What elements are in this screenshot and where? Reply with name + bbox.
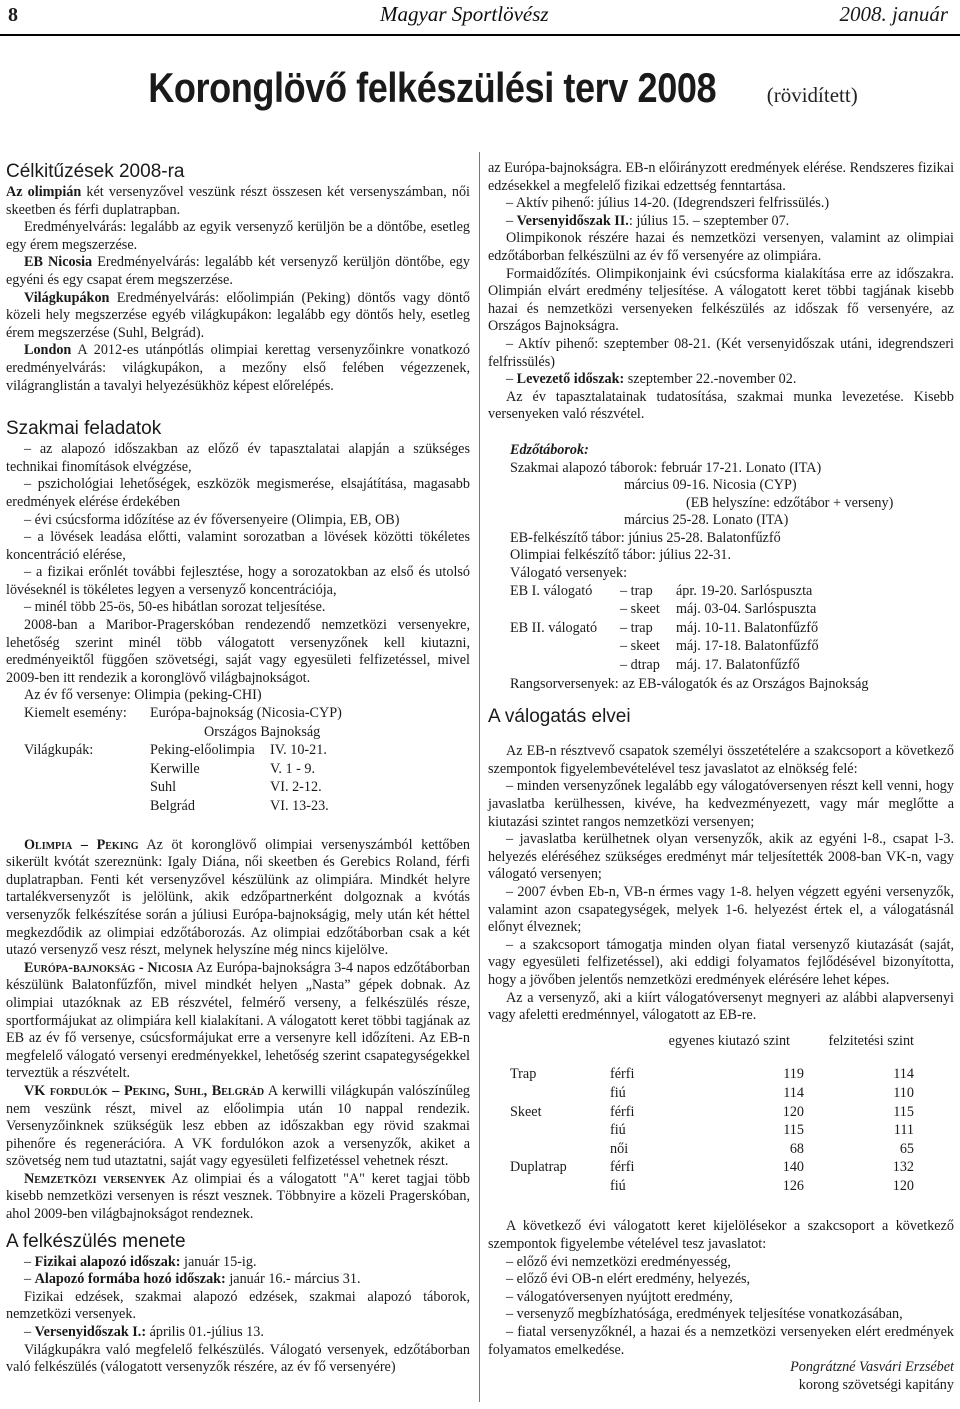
paragraph: Fizikai edzések, szakmai alapozó edzések, szakmai alapozó táborok, nemzetközi versenyek. — [6, 1288, 470, 1323]
right-column — [488, 160, 954, 1394]
paragraph: 2008-ban a Maribor-Pragerskóban rendezendő nemzetközi versenyekre, lehetőség szerint minél több válogatott versenyzőnek kell kiutazni, eredményeiktől függően szövetségi, saját vagy egyesületi felfizetéssel, mivel 2009-ben itt rendezik a koronglövő világbajnokságot. — [6, 617, 470, 686]
list-item: – Versenyidőszak II.: július 15. – szeptember 07. — [506, 212, 790, 229]
table-row: Trap férfi 119 114 — [510, 1066, 914, 1083]
paragraph-olimpia: Olimpia – Peking Az öt koronglövő olimpiai versenyszámból kettőben sikerült kvótát szereznünk: Igaly Diána, női skeetben és Gerebics Roland, férfi duplatrapban. Fenti két versenyzővel készülünk az olimpiára. Mindkét helyre tartalékversenyzőt is jelölünk, akik edzőpartnerként dolgoznak a kvótás versenyzők felkészítése során a júliusi Európa-bajnokságig, mely után két héttel megkezdődik az olimpiai edzőtáborozás. Az olimpiai edzőtáborban csak a két utazó versenyző vesz részt, melynek helyszíne még nincs kijelölve. — [6, 836, 470, 959]
camp-line: Szakmai alapozó táborok: február 17-21. Lonato (ITA) — [510, 459, 822, 476]
list-item: – minden versenyzőnek legalább egy válogatóversenyen részt kell venni, hogy javaslatba kerülhessen, kivéve, ha kedvezményezett, vagy már meglőtte a kiutazási szintet rangos nemzetközi versenyen; — [488, 778, 954, 830]
list-item: – pszichológiai lehetőségek, eszközök megismerése, elsajátítása, magasabb eredmények elérése érdekében — [6, 476, 470, 510]
section-heading-szakmai: Szakmai feladatok — [6, 418, 162, 440]
issue-date: 2008. január — [839, 2, 948, 26]
kiutazo-table — [510, 1033, 914, 1197]
paragraph: Formaidőzítés. Olimpikonjaink évi csúcsforma kialakítása erre az időszakra. Olimpián elvárt eredmény teljesítése. A válogatott keret többi tagjának kisebb hazai és nemzetközi versenyeken felkészülés az időszak fő versenyére, az Országos Bajnokságra. — [488, 265, 954, 335]
list-item: – javaslatba kerülhetnek olyan versenyzők, akik az egyéni l-8., csapat l-3. helyezés eléréséhez szükséges eredményt már teljesítették 2008-ban VK-n, vagy válogató versenyen; — [488, 831, 954, 883]
table-row: női 68 65 — [610, 1140, 914, 1157]
table-row: Duplatrap férfi 140 132 — [510, 1159, 914, 1176]
magazine-name: Magyar Sportlövész — [380, 2, 549, 26]
list-item: – 2007 évben Eb-n, VB-n érmes vagy 1-8. helyen végzett egyéni versenyzők, valamint azon csapategységek, melyek 1-6. helyezést értek el, a válogatásnál előnyt élveznek; — [488, 883, 954, 936]
list-item: – válogatóversenyen nyújtott eredmény, — [506, 1288, 733, 1305]
paragraph: az Európa-bajnokságra. EB-n előirányzott eredmények elérése. Rendszeres fizikai edzésekkel a megfelelő fizikai edzettség fenntartása. — [488, 160, 955, 194]
table-header-row: egyenes kiutazó szint felzitetési szint — [668, 1032, 914, 1049]
list-item: – évi csúcsforma időzítése az év főversenyeire (Olimpia, EB, OB) — [24, 511, 400, 528]
valogato-table — [510, 583, 819, 676]
paragraph: Olimpikonok részére hazai és nemzetközi versenyen, valamint az olimpiai edzőtáborban felkészülni az év fő versenyére az olimpiára. — [488, 230, 954, 264]
paragraph: London A 2012-es utánpótlás olimpiai kerettag versenyzőinkre vonatkozó eredményelvárás: világkupákon, a mezőny első felében végezzenek, világranglistán a tavalyi helyezésükhöz képest előrelépés. — [6, 342, 470, 394]
section-heading-menete: A felkészülés menete — [6, 1230, 186, 1252]
events-table: Kiemelt esemény: Európa-bajnokság (Nicosia-CYP) Országos Bajnokság Világkupák: Peking-előolimpia IV. 10-21. Kerwille V. 1 - 9. Suhl VI. 2-12. Belgrád VI. 13-23. — [24, 705, 342, 814]
table-row: fiú 115 111 — [610, 1122, 914, 1139]
page-header — [0, 0, 960, 36]
camp-line: EB-felkészítő tábor: június 25-28. Balatonfűzfő — [510, 529, 781, 546]
list-item: – a szakcsoport támogatja minden olyan fiatal versenyző kiutazását (saját, vagy egyesületi felfizetéssel), aki eddigi folyamatos fejlődésével bizonyította, hogy a jövőben jelentős nemzetközi eredmények elérésére lehet képes. — [488, 936, 954, 988]
table-row: – skeet máj. 03-04. Sarlóspuszta — [620, 601, 817, 618]
paragraph: Az év tapasztalatainak tudatosítása, szakmai munka levezetése. Kisebb versenyeken való részvétel. — [488, 388, 954, 423]
column-divider — [479, 152, 480, 1402]
list-item: – előző évi nemzetközi eredményesség, — [506, 1253, 731, 1270]
table-row: – dtrap máj. 17. Balatonfűzfő — [620, 657, 800, 674]
paragraph: Világkupákon Eredményelvárás: előolimpián (Peking) döntős vagy döntő közeli hely megszerzése egyéb világkupákon: legalább egy döntős hely, esetleg érem megszerzése (Suhl, Belgrád). — [6, 289, 470, 341]
camp-line: március 09-16. Nicosia (CYP) — [624, 477, 797, 494]
list-item: – versenyző megbízhatósága, eredmények teljesítése vonatkozásában, — [506, 1306, 903, 1323]
table-row: Skeet férfi 120 115 — [510, 1103, 914, 1120]
section-heading-valogatas: A válogatás elvei — [488, 706, 631, 728]
author-role: korong szövetségi kapitány — [798, 1376, 954, 1393]
paragraph: Az a versenyző, aki a kiírt válogatóversenyt megnyeri az alábbi alapversenyi vagy afeletti eredménnyel, válogatott az EB-re. — [488, 989, 954, 1024]
list-item: – a fizikai erőnlét további fejlesztése, hogy a sorozatokban az első és utolsó lövéseknél is tökéletes legyen a versenyző koncentrációja, — [6, 564, 470, 598]
table-row: EB II. válogató – trap máj. 10-11. Balatonfűzfő — [510, 619, 819, 636]
left-column — [6, 160, 470, 1377]
paragraph: Az EB-n résztvevő csapatok személyi összetételére a szakcsoport a következő szempontok figyelembevételével tesz javaslatot az elnökség felé: — [488, 743, 954, 777]
list-item: – Levezető időszak: szeptember 22.-november 02. — [506, 371, 797, 388]
list-item: – Aktív pihenő: szeptember 08-21. (Két versenyidőszak utáni, idegrendszeri felfrissülés) — [488, 335, 954, 370]
title-sub: (rövidített) — [766, 83, 858, 107]
list-item: – Aktív pihenő: július 14-20. (Idegrendszeri felfrissülés.) — [506, 195, 830, 212]
paragraph-eb: Európa-bajnokság - Nicosia Az Európa-bajnokságra 3-4 napos edzőtáborban készülünk Balatonfűzfőn, mivel mindkét helyen „Nasta” gépek dobnak. Az olimpiai utazóknak az EB részvétel, felmérő verseny, a felkészülés része, sportformájukat az olimpiára kell kialakítani. A válogatott keret többi tagjának az EB az év fő versenye, csúcsformájukat erre a versenyre kell időzíteni. Az EB-n megfelelő válogató versenyi eredményekkel, lehetőség szerint csapategységekkel terveztük a részvételt. — [6, 959, 470, 1082]
list-item: – minél több 25-ös, 50-es hibátlan sorozat teljesítése. — [24, 599, 326, 616]
list-item: – előző évi OB-n elért eredmény, helyezés, — [506, 1271, 751, 1288]
list-item: – az alapozó időszakban az előző év tapasztalatai alapján a szükséges technikai finomítások elvégzése, — [6, 441, 470, 475]
camp-line: március 25-28. Lonato (ITA) — [624, 512, 789, 529]
list-item: – a lövések leadása előtti, valamint sorozatban a lövések közötti tökéletes koncentráció elérése, — [6, 529, 470, 563]
page-number: 8 — [8, 4, 18, 26]
section-heading-celkituzesek: Célkitűzések 2008-ra — [6, 161, 185, 182]
camp-line: (EB helyszíne: edzőtábor + verseny) — [686, 494, 894, 511]
title-main: Koronglövő felkészülési terv 2008 — [148, 64, 717, 111]
paragraph: Az olimpián két versenyzővel veszünk részt összesen két versenyszámban, női skeetben és férfi duplatrapban. — [6, 184, 470, 218]
camp-line: Rangsorversenyek: az EB-válogatók és az Országos Bajnokság — [510, 675, 869, 692]
list-item: – Alapozó formába hozó időszak: január 16.- március 31. — [24, 1271, 361, 1288]
paragraph: Világkupákra való megfelelő felkészülés. Válogató versenyek, edzőtáborban való felkészülés (válogatott versenyzők részére, az év fő versenyére) — [6, 1341, 470, 1376]
list-item: – fiatal versenyzőknél, a hazai és a nemzetközi versenyeken elért eredmények folyamatos emelkedése. — [488, 1324, 954, 1358]
edzotaborok-block — [488, 442, 954, 693]
paragraph: Eredményelvárás: legalább az egyik versenyző kerüljön be a döntőbe, esetleg egy érem megszerzése. — [6, 219, 470, 253]
paragraph-nemzetkozi: Nemzetközi versenyek Az olimpiai és a válogatott "A" keret tagjai több kisebb nemzetközi versenyen is részt vesznek. Többnyire a közeli Pragerskóban, ahol 2009-ben világbajnokságot rendeznek. — [6, 1170, 470, 1223]
camp-line: Válogató versenyek: — [510, 565, 628, 582]
paragraph: A következő évi válogatott keret kijelölésekor a szakcsoport a következő szempontok figyelembe vételével tesz javaslatot: — [488, 1218, 954, 1253]
table-row: – skeet máj. 17-18. Balatonfűzfő — [620, 638, 819, 655]
camp-line: Olimpiai felkészítő tábor: július 22-31. — [510, 547, 732, 564]
edzotaborok-heading: Edzőtáborok: — [510, 441, 589, 458]
article-title — [0, 64, 960, 112]
table-row: fiú 126 120 — [610, 1177, 914, 1194]
paragraph-vk: VK fordulók – Peking, Suhl, Belgrád A kerwilli világkupán valószínűleg nem veszünk részt, mivel az előolimpia után 10 nappal rendezik. Versenyzőinknek szükségük lesz ebben az időszakban egy rövid szakmai pihenőre és regenerációra. A VK fordulókon azok a versenyzők, akiket a szövetség nem tud utaztatni, saját vagy egyesületi felfizetéssel vehetnek részt. — [6, 1082, 470, 1170]
paragraph: EB Nicosia Eredményelvárás: legalább két versenyző kerüljön döntőbe, egy egyéni és egy csapat érem megszerzése. — [6, 254, 470, 288]
list-item: – Fizikai alapozó időszak: január 15-ig. — [24, 1253, 257, 1270]
paragraph: Az év fő versenye: Olimpia (peking-CHI) — [24, 687, 262, 704]
author-name: Pongrátzné Vasvári Erzsébet — [790, 1359, 954, 1376]
table-row: fiú 114 110 — [610, 1084, 914, 1101]
list-item: – Versenyidőszak I.: április 01.-július 13. — [24, 1324, 264, 1341]
table-row: EB I. válogató – trap ápr. 19-20. Sarlóspuszta — [510, 582, 813, 599]
